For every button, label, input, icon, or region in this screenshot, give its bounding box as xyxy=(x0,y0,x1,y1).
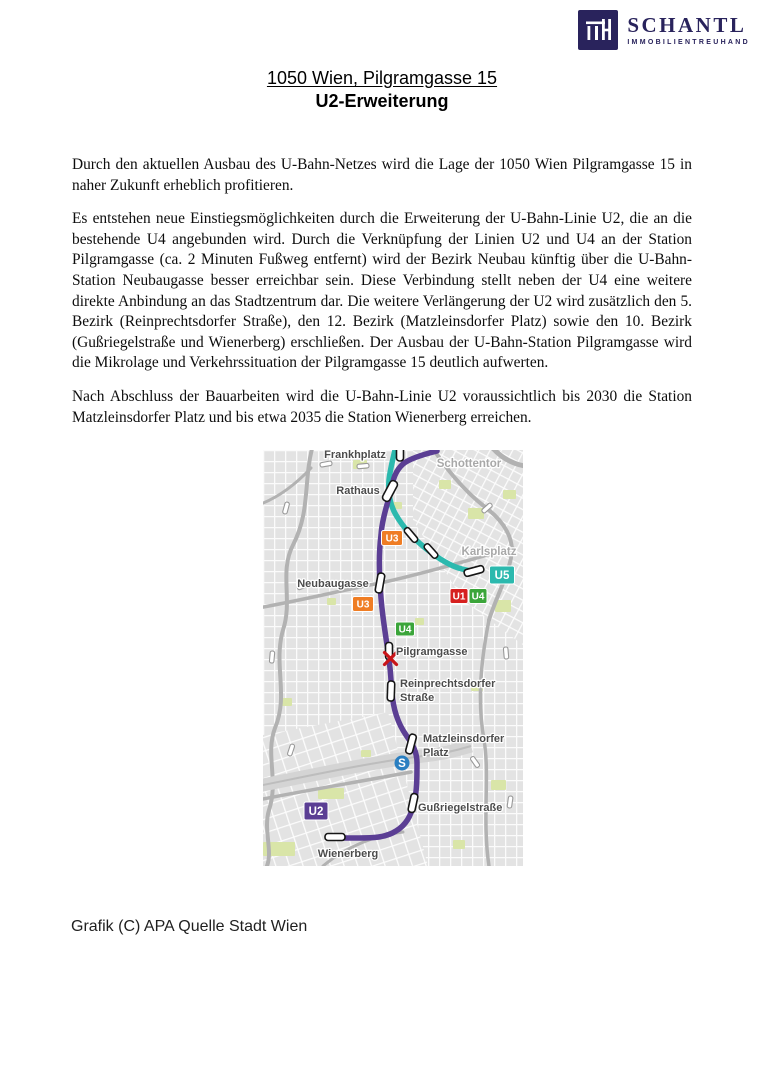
svg-text:U3: U3 xyxy=(356,599,370,611)
u2-extension-map xyxy=(263,450,523,866)
svg-text:U2: U2 xyxy=(308,806,324,819)
logo-tagline: IMMOBILIENTREUHAND xyxy=(627,38,750,46)
station-label-frankhplatz: Frankhplatz xyxy=(324,450,386,461)
svg-text:U4: U4 xyxy=(471,591,485,603)
station-label-schottentor: Schottentor xyxy=(436,458,502,470)
svg-text:U4: U4 xyxy=(398,624,412,636)
page-subtitle: U2-Erweiterung xyxy=(315,91,449,111)
station-label-reinprechtsdorfer-2: Straße xyxy=(400,692,435,704)
station-label-karlsplatz: Karlsplatz xyxy=(461,546,517,558)
station-marker xyxy=(397,450,404,461)
station-label-rathaus: Rathaus xyxy=(336,485,380,497)
image-credit: Grafik (C) APA Quelle Stadt Wien xyxy=(71,918,308,935)
sbahn-icon xyxy=(395,756,410,771)
station-label-matzleinsdorfer-2: Platz xyxy=(423,747,449,759)
page-title: 1050 Wien, Pilgramgasse 15 xyxy=(266,68,498,88)
station-marker xyxy=(387,681,395,701)
logo-company-name: SCHANTL xyxy=(627,12,747,37)
svg-text:U3: U3 xyxy=(385,533,399,545)
badge-u2 xyxy=(304,802,328,820)
badge-u3 xyxy=(382,531,403,546)
station-label-wienerberg: Wienerberg xyxy=(317,848,379,860)
badge-u5 xyxy=(490,566,515,584)
body-paragraph: Es entstehen neue Einstiegsmöglichkeiten durch die Erweiterung der U-Bahn-Linie U2, die an die bestehende U4 angebunden wird. Durch die Verknüpfung der Linien U2 und U4 an der Station Pilgramgasse (ca. 2 Minuten Fußweg entfernt) wird der Bezirk Neubau künftig über die U-Bahn-Station Neubaugasse besser erreichbar sein. Diese Verbindung stellt neben der U4 eine weitere direkte Anbindung an das Stadtzentrum dar. Die weitere Verlängerung der U2 wird zusätzlich den 5. Bezirk (Reinprechtsdorfer Straße), den 12. Bezirk (Matzleinsdorfer Platz) sowie den 10. Bezirk (Gußriegelstraße und Wienerberg) erschließen. Der Ausbau der U-Bahn-Station Pilgramgasse wird die Mikrolage und Verkehrssituation der Pilgramgasse 15 deutlich aufwerten. xyxy=(72,210,692,372)
badge-u4 xyxy=(396,622,415,636)
badge-u1 xyxy=(450,589,468,604)
svg-text:S: S xyxy=(398,758,406,770)
svg-text:U5: U5 xyxy=(494,570,510,583)
badge-u3 xyxy=(353,597,374,612)
badge-u4 xyxy=(469,589,487,604)
ith-logo-icon xyxy=(578,10,618,50)
station-label-pilgramgasse: Pilgramgasse xyxy=(396,646,468,658)
station-label-neubaugasse: Neubaugasse xyxy=(297,578,369,590)
body-paragraph: Nach Abschluss der Bauarbeiten wird die U-Bahn-Linie U2 voraussichtlich bis 2030 die Station Matzleinsdorfer Platz und bis etwa 2035 die Station Wienerberg erreichen. xyxy=(72,387,692,426)
company-logo xyxy=(578,10,750,50)
body-paragraph: Durch den aktuellen Ausbau des U-Bahn-Netzes wird die Lage der 1050 Wien Pilgramgasse 15 in naher Zukunft erheblich profitieren. xyxy=(72,156,692,194)
svg-text:U1: U1 xyxy=(452,591,466,603)
station-label-gussriegelstrasse: Gußriegelstraße xyxy=(418,802,503,814)
body-text xyxy=(72,155,692,441)
station-label-reinprechtsdorfer: Reinprechtsdorfer xyxy=(400,678,496,690)
station-label-matzleinsdorfer: Matzleinsdorfer xyxy=(423,733,505,745)
logo-wordmark xyxy=(627,12,750,46)
station-marker xyxy=(325,834,345,841)
